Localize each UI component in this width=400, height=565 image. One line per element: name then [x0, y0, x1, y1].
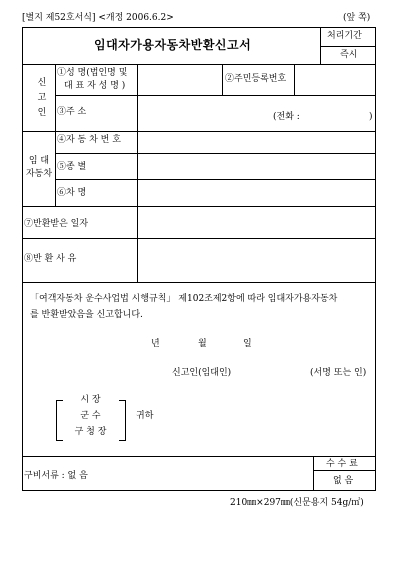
- vehicle-number-field[interactable]: [138, 132, 375, 152]
- addressee-district: 구 청 장: [74, 427, 107, 437]
- declaration-line1: 「여객자동차 운수사업법 시행규칙」 제102조제2항에 따라 임대자가용자동차: [30, 294, 338, 304]
- return-date-field[interactable]: [138, 207, 375, 237]
- return-date-label: ⑦반환받은 일자: [24, 219, 89, 229]
- declaration-line2: 를 반환받았음을 신고합니다.: [30, 310, 143, 320]
- name-field[interactable]: [138, 65, 221, 95]
- addressee-bracket-right: [119, 400, 126, 441]
- phone-close: ): [369, 112, 373, 122]
- vehicle-name-label: ⑥차 명: [57, 188, 87, 198]
- reg-no-field[interactable]: [295, 65, 375, 95]
- vehicle-type-label: ⑤종 별: [57, 162, 87, 172]
- form-title: 임대자가용자동차반환신고서: [94, 38, 252, 52]
- vehicle-section-label: 임 대 자동차: [25, 156, 53, 179]
- paper-spec: 210㎜×297㎜(신문용지 54g/㎡): [230, 498, 364, 508]
- vehicle-name-field[interactable]: [138, 180, 375, 205]
- reporter-section-label: 신 고 인: [37, 78, 47, 118]
- address-field[interactable]: [138, 96, 375, 130]
- date-year: 년: [151, 339, 160, 349]
- name-label-line1: ①성 명(법인명 및: [57, 68, 128, 78]
- return-reason-field[interactable]: [138, 239, 375, 281]
- reporter-signature-label: 신고인(임대인): [172, 368, 232, 378]
- return-reason-label: ⑧반 환 사 유: [24, 254, 77, 264]
- processing-period-label: 처리기간: [327, 31, 362, 41]
- date-month: 월: [198, 339, 207, 349]
- paper-color-note: (앞 쪽): [343, 13, 371, 23]
- addressee-mayor: 시 장: [80, 395, 101, 405]
- reg-no-label: ②주민등록번호: [225, 74, 287, 84]
- date-day: 일: [243, 339, 252, 349]
- addressee-suffix: 귀하: [136, 411, 154, 421]
- attachments-label: 구비서류 : 없 음: [24, 471, 88, 481]
- vehicle-number-label: ④자 동 차 번 호: [57, 135, 121, 145]
- fee-label: 수 수 료: [326, 459, 358, 469]
- addressee-county: 군 수: [80, 411, 101, 421]
- phone-label: (전화 :: [273, 112, 300, 122]
- signature-note: (서명 또는 인): [310, 368, 367, 378]
- name-label-line2: 대 표 자 성 명 ): [64, 81, 126, 91]
- fee-value: 없 음: [333, 476, 354, 486]
- vehicle-type-field[interactable]: [138, 154, 375, 178]
- processing-period-value: 즉시: [340, 50, 358, 60]
- address-label: ③주 소: [57, 107, 87, 117]
- form-number: [별지 제52호서식] <개정 2006.6.2>: [22, 13, 174, 23]
